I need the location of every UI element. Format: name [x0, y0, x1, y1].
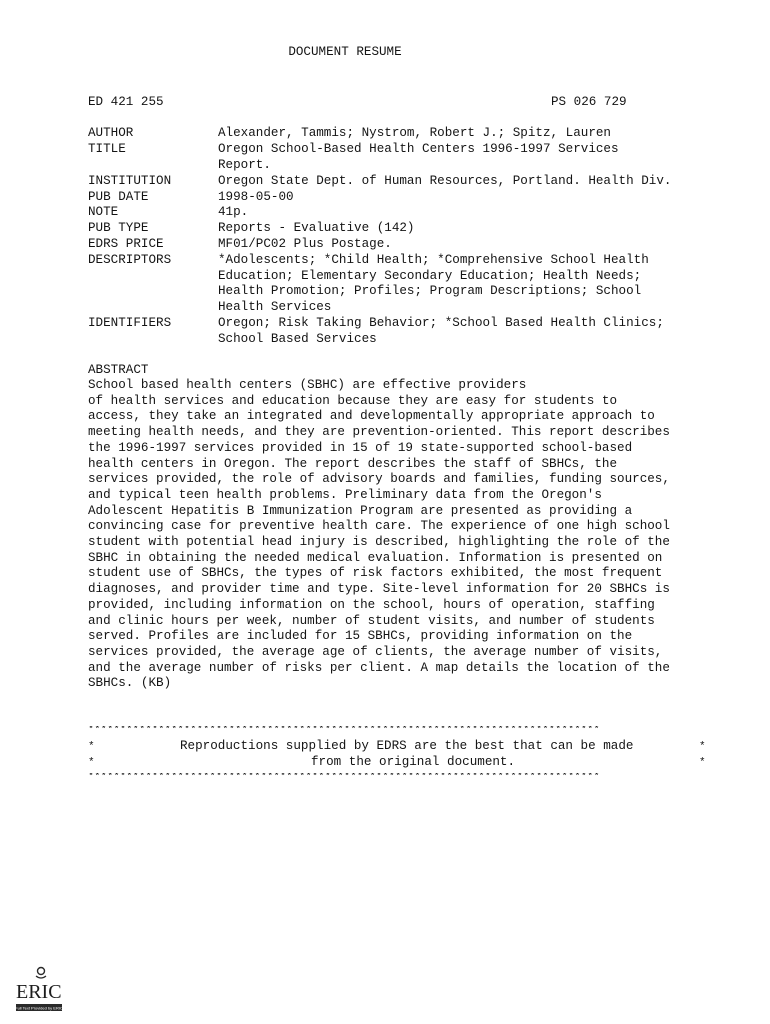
reproduction-line-2: from the original document. [311, 755, 516, 769]
field-label: EDRS PRICE [88, 237, 164, 251]
field-label: IDENTIFIERS [88, 316, 172, 330]
eric-logo-emblem [38, 968, 45, 975]
field-value: MF01/PC02 Plus Postage. [218, 237, 392, 251]
eric-logo [14, 966, 66, 1016]
eric-logo-emblem-arc [36, 976, 46, 978]
field-label: TITLE [88, 142, 126, 156]
field-label: DESCRIPTORS [88, 253, 172, 267]
star-border-bottom: ******************************************************************************** [88, 773, 601, 783]
ed-number: ED 421 255 [88, 95, 164, 109]
abstract-heading: ABSTRACT [88, 363, 149, 377]
eric-logo-subtext: Full Text Provided by ERIC [15, 1005, 63, 1011]
field-label: INSTITUTION [88, 174, 172, 188]
field-value: *Adolescents; *Child Health; *Comprehensive School Health Education; Elementary Secondary Education; Health Needs; Health Promotion; Profiles; Program Descriptions; School Health Services [218, 253, 649, 315]
field-label: PUB TYPE [88, 221, 149, 235]
document-title: DOCUMENT RESUME [288, 45, 402, 59]
field-value: Oregon State Dept. of Human Resources, Portland. Health Div. [218, 174, 672, 188]
field-label: NOTE [88, 205, 119, 219]
ps-number: PS 026 729 [551, 95, 627, 109]
field-value: Oregon School-Based Health Centers 1996-1997 Services Report. [218, 142, 619, 172]
star-border-top: ******************************************************************************** [88, 726, 601, 736]
abstract-text: School based health centers (SBHC) are effective providers of health services and education because they are easy for students to access, they take an integrated and developmentally appropriate approach to meeting health needs, and they are prevention-oriented. This report describes the 1996-1997 services provided in 15 of 19 state-supported school-based health centers in Oregon. The report describes the staff of SBHCs, the services provided, the role of advisory boards and families, funding sources, and typical teen health problems. Preliminary data from the Oregon's Adolescent Hepatitis B Immunization Program are presented as providing a convincing case for preventive health care. The experience of one high school student with potential head injury is described, highlighting the role of the SBHC in obtaining the needed medical evaluation. Information is presented on student use of SBHCs, the types of risk factors exhibited, the most frequent diagnoses, and provider time and type. Site-level information for 20 SBHCs is provided, including information on the school, hours of operation, staffing and clinic hours per week, number of student visits, and number of students served. Profiles are included for 15 SBHCs, providing information on the services provided, the average age of clients, the average number of visits, and the average number of risks per client. A map details the location of the SBHCs. (KB) [88, 378, 670, 691]
field-value: 41p. [218, 205, 249, 219]
field-label: PUB DATE [88, 190, 149, 204]
eric-logo-text: ERIC [16, 981, 62, 1003]
reproduction-line-1: Reproductions supplied by EDRS are the best that can be made [180, 739, 634, 753]
star-border-left: * [88, 757, 95, 769]
field-label: AUTHOR [88, 126, 134, 140]
field-value: Oregon; Risk Taking Behavior; *School Based Health Clinics; School Based Services [218, 316, 664, 346]
field-value: Alexander, Tammis; Nystrom, Robert J.; Spitz, Lauren [218, 126, 611, 140]
field-value: Reports - Evaluative (142) [218, 221, 415, 235]
star-border-right: * [699, 757, 706, 769]
field-value: 1998-05-00 [218, 190, 294, 204]
star-border-left: * [88, 741, 95, 753]
star-border-right: * [699, 741, 706, 753]
